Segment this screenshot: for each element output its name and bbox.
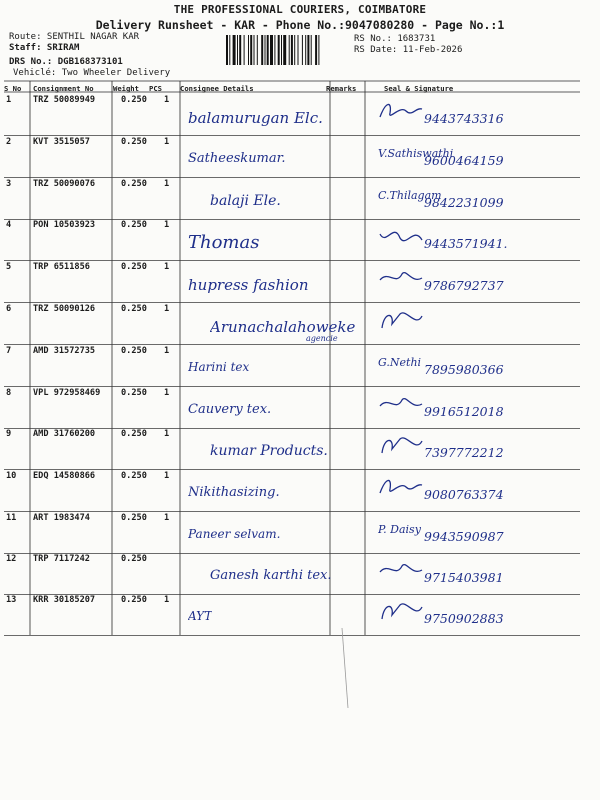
row-signature-name: G.Nethi — [378, 356, 422, 369]
col-remarks: Remarks — [326, 84, 357, 93]
row-sno: 2 — [6, 137, 12, 147]
row-signature-name: C.Thilagam — [378, 189, 442, 202]
row-consignment-no: AMD 31760200 — [33, 429, 96, 439]
row-signature-scribble — [376, 599, 426, 623]
row-signature-name: V.Sathiswathi — [378, 147, 453, 160]
row-signature-scribble — [376, 433, 426, 457]
row-pcs: 1 — [164, 595, 170, 605]
col-seal-signature: Seal & Signature — [384, 84, 454, 93]
row-pcs: 1 — [164, 95, 170, 105]
row-consignee-handwritten: Harini tex — [188, 360, 250, 374]
row-signature-scribble — [376, 99, 426, 123]
row-remark-handwritten: agencie — [306, 334, 338, 343]
row-pcs: 1 — [164, 304, 170, 314]
row-pcs: 1 — [164, 137, 170, 147]
row-weight: 0.250 — [121, 262, 147, 272]
row-signature-scribble — [376, 392, 426, 416]
row-weight: 0.250 — [121, 388, 147, 398]
row-weight: 0.250 — [121, 554, 147, 564]
row-consignee-handwritten: Nikithasizing. — [188, 485, 280, 500]
row-signature-phone: 9443743316 — [424, 111, 504, 126]
row-sno: 5 — [6, 262, 12, 272]
row-consignment-no: ART 1983474 — [33, 513, 90, 523]
row-signature-phone: 9080763374 — [424, 487, 504, 502]
row-consignee-handwritten: Arunachalahoweke — [210, 318, 356, 336]
row-consignee-handwritten: Ganesh karthi tex. — [210, 568, 332, 583]
row-weight: 0.250 — [121, 429, 147, 439]
row-sno: 10 — [6, 471, 17, 481]
row-consignment-no: PON 10503923 — [33, 220, 96, 230]
row-signature-phone: 9786792737 — [424, 278, 504, 293]
row-consignee-handwritten: Thomas — [188, 232, 260, 253]
row-sno: 13 — [6, 595, 17, 605]
row-sno: 1 — [6, 95, 12, 105]
row-signature-phone: 9715403981 — [424, 570, 504, 585]
row-sno: 12 — [6, 554, 17, 564]
row-signature-phone: 9842231099 — [424, 195, 504, 210]
row-sno: 6 — [6, 304, 12, 314]
row-weight: 0.250 — [121, 346, 147, 356]
rs-date: RS Date: 11-Feb-2026 — [354, 45, 463, 55]
row-pcs: 1 — [164, 220, 170, 230]
row-pcs: 1 — [164, 429, 170, 439]
row-consignment-no: AMD 31572735 — [33, 346, 96, 356]
row-signature-phone: 9943590987 — [424, 529, 504, 544]
row-signature-phone: 9600464159 — [424, 153, 504, 168]
row-weight: 0.250 — [121, 179, 147, 189]
row-weight: 0.250 — [121, 513, 147, 523]
row-signature-scribble — [376, 558, 426, 582]
row-weight: 0.250 — [121, 304, 147, 314]
row-signature-scribble — [376, 475, 426, 499]
paper-crease — [340, 628, 350, 708]
row-consignee-handwritten: kumar Products. — [210, 443, 328, 459]
row-sno: 4 — [6, 220, 12, 230]
row-consignment-no: KRR 30185207 — [33, 595, 96, 605]
row-consignee-handwritten: AYT — [188, 609, 213, 623]
row-pcs: 1 — [164, 471, 170, 481]
col-sno: S No — [4, 84, 22, 93]
staff-field: Staff: SRIRAM — [9, 43, 80, 53]
row-sno: 11 — [6, 513, 17, 523]
row-signature-scribble — [376, 224, 426, 248]
row-pcs: 1 — [164, 513, 170, 523]
row-pcs: 1 — [164, 346, 170, 356]
drs-field: DRS No.: DGB168373101 — [9, 57, 123, 67]
runsheet-subtitle: Delivery Runsheet - KAR - Phone No.:9047080280 - Page No.:1 — [95, 18, 505, 32]
row-consignee-handwritten: Paneer selvam. — [188, 527, 281, 541]
row-signature-phone: 7895980366 — [424, 362, 504, 377]
row-consignee-handwritten: balamurugan Elc. — [188, 109, 323, 127]
row-weight: 0.250 — [121, 95, 147, 105]
row-consignment-no: VPL 972958469 — [33, 388, 101, 398]
row-weight: 0.250 — [121, 471, 147, 481]
col-pcs: PCS — [149, 84, 162, 93]
row-consignment-no: TRZ 50089949 — [33, 95, 96, 105]
row-sno: 8 — [6, 388, 12, 398]
row-signature-phone: 9750902883 — [424, 611, 504, 626]
row-weight: 0.250 — [121, 595, 147, 605]
route-field: Route: SENTHIL NAGAR KAR — [9, 32, 140, 42]
row-consignee-handwritten: hupress fashion — [188, 276, 309, 294]
row-weight: 0.250 — [121, 220, 147, 230]
row-weight: 0.250 — [121, 137, 147, 147]
row-consignee-handwritten: Satheeskumar. — [188, 151, 286, 166]
rs-number: RS No.: 1683731 — [354, 34, 436, 44]
company-title: THE PROFESSIONAL COURIERS, COIMBATORE — [173, 3, 427, 16]
row-signature-phone: 7397772212 — [424, 445, 504, 460]
row-consignee-handwritten: Cauvery tex. — [188, 402, 272, 417]
row-signature-phone: 9443571941. — [424, 236, 508, 251]
row-sno: 7 — [6, 346, 12, 356]
row-signature-name: P. Daisy — [378, 523, 421, 536]
col-weight: Weight — [113, 84, 139, 93]
row-consignment-no: EDQ 14580866 — [33, 471, 96, 481]
row-pcs: 1 — [164, 262, 170, 272]
vehicle-field: Vehiclé: Two Wheeler Delivery — [13, 68, 171, 78]
row-pcs: 1 — [164, 388, 170, 398]
row-consignment-no: TRP 6511856 — [33, 262, 90, 272]
row-signature-scribble — [376, 308, 426, 332]
row-consignment-no: TRZ 50090076 — [33, 179, 96, 189]
row-signature-scribble — [376, 266, 426, 290]
row-signature-phone: 9916512018 — [424, 404, 504, 419]
row-sno: 9 — [6, 429, 12, 439]
row-consignment-no: KVT 3515057 — [33, 137, 90, 147]
row-consignee-handwritten: balaji Ele. — [210, 193, 281, 209]
row-consignment-no: TRZ 50090126 — [33, 304, 96, 314]
row-pcs: 1 — [164, 179, 170, 189]
row-sno: 3 — [6, 179, 12, 189]
col-consignment: Consignment No — [33, 84, 94, 93]
row-consignment-no: TRP 7117242 — [33, 554, 90, 564]
col-consignee: Consignee Details — [180, 84, 254, 93]
